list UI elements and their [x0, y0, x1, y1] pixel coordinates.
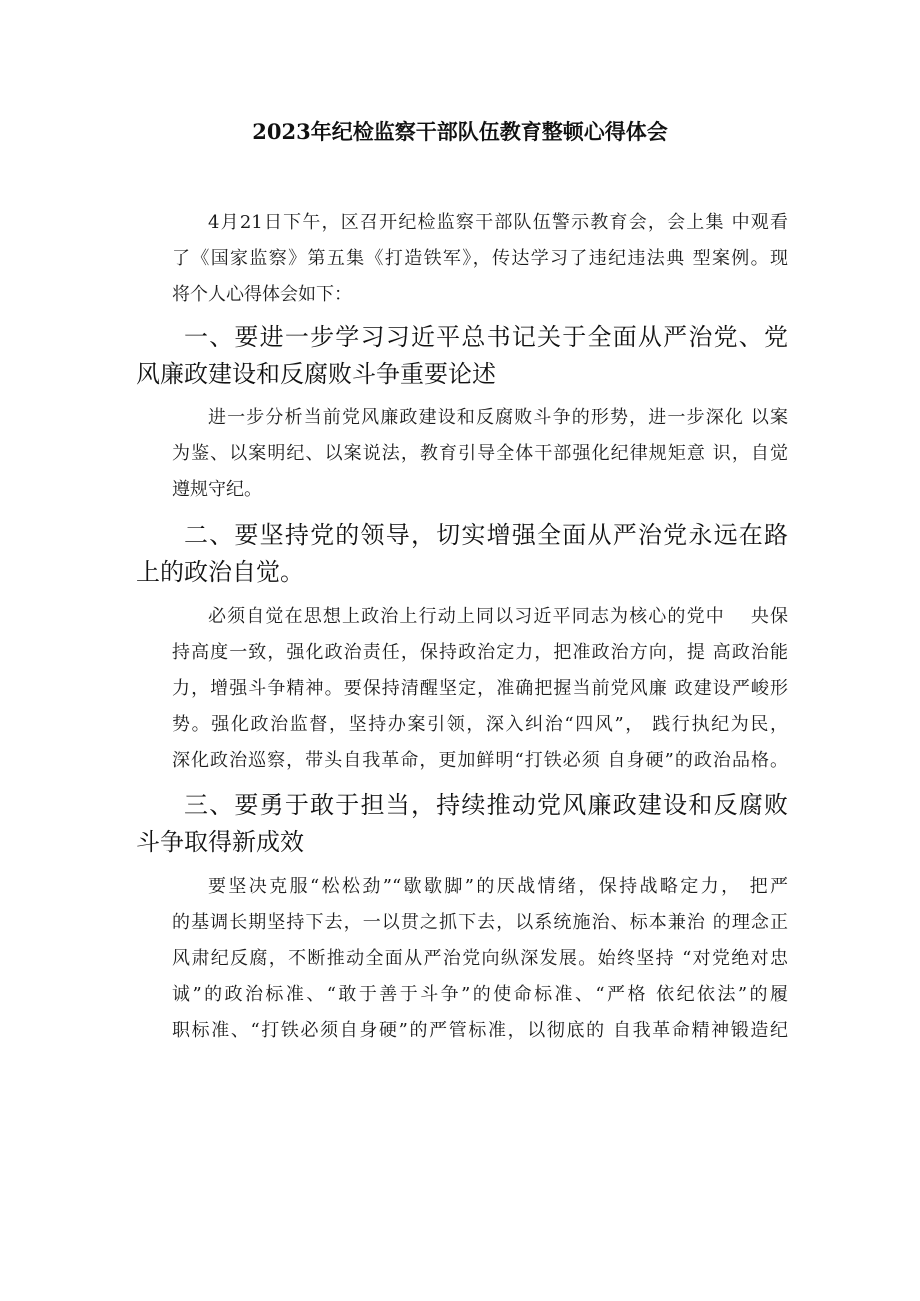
- section-heading-1: [136, 319, 788, 393]
- heading-line: 风廉政建设和反腐败斗争重要论述: [136, 360, 496, 388]
- text-line: 要坚决克服“松松劲”“歇歇脚”的厌战情绪，保持战略定力， 把严: [208, 876, 788, 897]
- heading-line: 二、要坚持党的领导，切实增强全面从严治党永远在路: [184, 521, 788, 549]
- text-line: 深化政治巡察，带头自我革命，更加鲜明“打铁必须 自身硬”的政治品格。: [172, 750, 788, 771]
- paragraph-section-1: [136, 400, 788, 508]
- text-line: 持高度一致，强化政治责任，保持政治定力，把准政治方向，提 高政治能: [172, 642, 788, 663]
- text-line: 职标准、“打铁必须自身硬”的严管标准，以彻底的 自我革命精神锻造纪: [172, 1020, 788, 1041]
- document-title: 2023年纪检监察干部队伍教育整顿心得体会: [252, 119, 668, 144]
- section-heading-3: [136, 787, 788, 861]
- section-heading-2: [136, 517, 788, 591]
- heading-line: 斗争取得新成效: [136, 828, 304, 856]
- paragraph-section-3: [136, 869, 788, 1049]
- text-line: 4月21日下午，区召开纪检监察干部队伍警示教育会，会上集 中观看: [208, 212, 788, 233]
- text-line: 进一步分析当前党风廉政建设和反腐败斗争的形势，进一步深化 以案: [208, 407, 788, 428]
- text-line: 了《国家监察》第五集《打造铁军》，传达学习了违纪违法典 型案例。现: [172, 248, 788, 269]
- text-line: 遵规守纪。: [172, 479, 262, 500]
- heading-line: 一、要进一步学习习近平总书记关于全面从严治党、党: [184, 323, 788, 351]
- text-line: 诚”的政治标准、“敢于善于斗争”的使命标准、“严格 依纪依法”的履: [172, 984, 788, 1005]
- heading-line: 三、要勇于敢于担当，持续推动党风廉政建设和反腐败: [184, 791, 788, 819]
- text-line: 的基调长期坚持下去，一以贯之抓下去，以系统施治、标本兼治 的理念正: [172, 912, 788, 933]
- paragraph-section-2: [136, 599, 788, 779]
- text-line: 为鉴、以案明纪、以案说法，教育引导全体干部强化纪律规矩意 识，自觉: [172, 443, 788, 464]
- text-line: 风肃纪反腐，不断推动全面从严治党向纵深发展。始终坚持 “对党绝对忠: [172, 948, 788, 969]
- text-line: 力，增强斗争精神。要保持清醒坚定，准确把握当前党风廉 政建设严峻形: [172, 678, 788, 699]
- heading-line: 上的政治自觉。: [136, 558, 304, 586]
- document-body: [136, 205, 788, 1049]
- text-line: 必须自觉在思想上政治上行动上同以习近平同志为核心的党中 央保: [208, 606, 788, 627]
- paragraph-intro: [136, 205, 788, 313]
- text-line: 将个人心得体会如下：: [172, 284, 352, 305]
- text-line: 势。强化政治监督，坚持办案引领，深入纠治“四风”， 践行执纪为民，: [172, 714, 788, 735]
